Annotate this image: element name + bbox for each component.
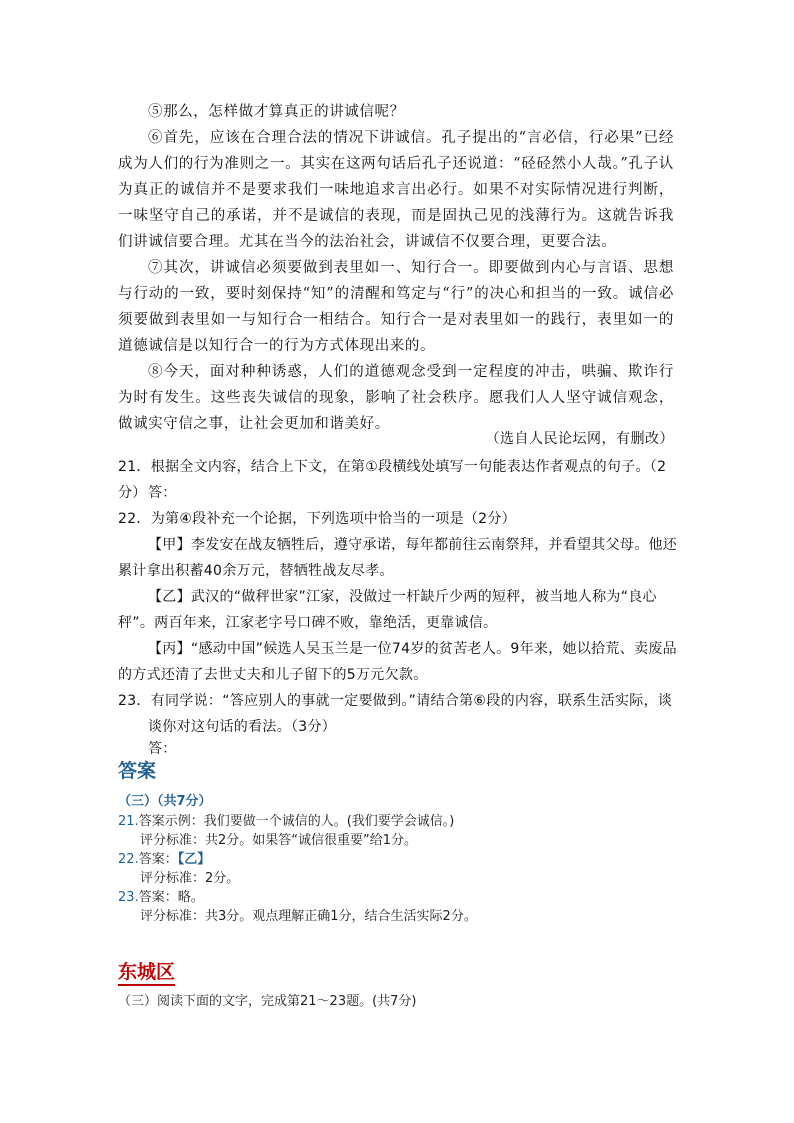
question-21: 21．根据全文内容，结合上下文，在第①段横线处填写一句能表达作者观点的句子。（2分） — [118, 459, 667, 501]
answer-22-number: 22. — [118, 852, 139, 867]
answer-21 — [118, 812, 678, 850]
answer-21-text: 答案示例：我们要做一个诚信的人。(我们要学会诚信。) — [138, 814, 455, 829]
question-23-text: 23．有同学说：“答应别人的事就一定要做到。”请结合第⑥段的内容，联系生活实际，谈谈你对这句话的看法。（3分） — [118, 693, 673, 735]
answer-section-title — [118, 792, 678, 811]
question-22-option-c: 【丙】“感动中国”候选人吴玉兰是一位74岁的贫苦老人。9年来，她以拾荒、卖废品的方式还清了去世丈夫和儿子留下的5万元欠款。 — [118, 641, 677, 683]
question-22: 22．为第④段补充一个论据，下列选项中恰当的一项是（2分） — [118, 511, 516, 527]
article-paragraph-6: ⑥首先，应该在合理合法的情况下讲诚信。孔子提出的“言必信，行必果”已经成为人们的行为准则之一。其实在这两句话后孔子还说道：“硁硁然小人哉。”孔子认为真正的诚信并不是要求我们一味地追求言出必行。如果不对实际情况进行判断，一味坚守自己的承诺，并不是诚信的表现，而是固执己见的浅薄行为。这就告诉我们讲诚信要合理。尤其在当今的法治社会，讲诚信不仅要合理，更要合法。 — [118, 130, 674, 250]
question-22-option-b: 【乙】武汉的“做秤世家”江家，没做过一杆缺斤少两的短秤，被当地人称为“良心秤”。两百年来，江家老字号口碑不败，靠绝活，更靠诚信。 — [118, 589, 657, 631]
district-instruction: （三）阅读下面的文字，完成第21～23题。(共7分) — [118, 994, 417, 1009]
article-paragraph-8: ⑧今天，面对种种诱惑，人们的道德观念受到一定程度的冲击，哄骗、欺诈行为时有发生。这些丧失诚信的现象，影响了社会秩序。愿我们人人坚守诚信观念，做诚实守信之事，让社会更加和谐美好。 — [118, 364, 674, 432]
article-source: （选自人民论坛网，有删改） — [485, 431, 674, 447]
answer-23-number: 23. — [118, 890, 139, 905]
answer-22-score: 评分标准：2分。 — [140, 871, 240, 886]
article-paragraph-7: ⑦其次，讲诚信必须要做到表里如一、知行合一。即要做到内心与言语、思想与行动的一致，要时刻保持“知”的清醒和笃定与“行”的决心和担当的一致。诚信必须要做到表里如一与知行合一相结合。知行合一是对表里如一的践行，表里如一的道德诚信是以知行合一的行为方式体现出来的。 — [118, 260, 674, 354]
question-23 — [118, 688, 678, 740]
question-21-answer-line: 答： — [148, 485, 177, 501]
answer-23 — [118, 888, 678, 926]
answer-22-text: 【乙】 — [177, 852, 211, 867]
question-22-option-a: 【甲】李发安在战友牺牲后，遵守承诺，每年都前往云南祭拜，并看望其父母。他还累计拿出积蓄40余万元，替牺牲战友尽孝。 — [118, 537, 678, 579]
answer-23-score: 评分标准：共3分。观点理解正确1分，结合生活实际2分。 — [140, 909, 477, 924]
article-paragraph-5: ⑤那么，怎样做才算真正的讲诚信呢？ — [148, 104, 405, 120]
answer-21-number: 21. — [118, 814, 139, 829]
answer-section-label: （三）（共7分） — [118, 794, 212, 809]
district-heading: 东城区 — [118, 960, 175, 986]
answer-21-score: 评分标准：共2分。如果答“诚信很重要”给1分。 — [140, 833, 418, 848]
answer-22-label: 答案： — [138, 852, 178, 867]
answer-heading: 答案 — [118, 760, 157, 782]
answer-23-text: 答案：略。 — [138, 890, 204, 905]
question-23-answer-line: 答： — [148, 741, 177, 757]
answer-22 — [118, 850, 678, 888]
